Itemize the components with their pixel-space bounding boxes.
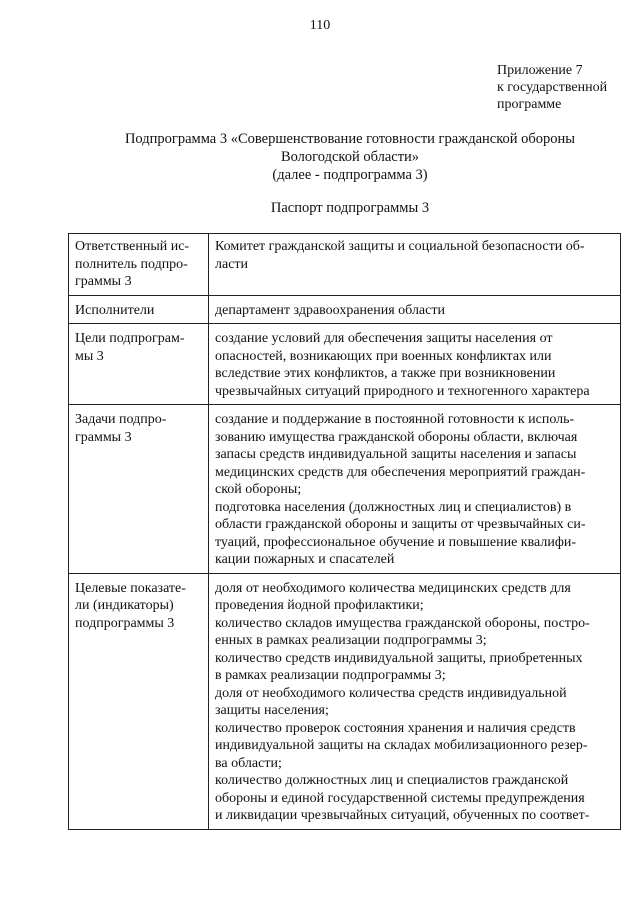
row-value-line: количество складов имущества гражданской обороны, постро-: [215, 615, 590, 631]
row-label-line: Исполнители: [75, 302, 155, 318]
row-value-cell: [209, 234, 621, 296]
row-label-line: мы 3: [75, 348, 104, 364]
appendix-line: Приложение 7: [497, 63, 583, 78]
row-label-line: Целевые показате-: [75, 580, 186, 596]
row-value-line: количество средств индивидуальной защиты, приобретенных: [215, 650, 583, 666]
row-value-line: зованию имущества гражданской обороны области, включая: [215, 429, 578, 445]
row-value-line: кации пожарных и спасателей: [215, 552, 395, 567]
table-row: [69, 324, 621, 405]
table-row: [69, 573, 621, 829]
row-value-line: запасы средств индивидуальной защиты населения и запасы: [215, 447, 577, 462]
row-value-line: департамент здравоохранения области: [215, 302, 445, 318]
row-value-cell: [209, 405, 621, 574]
row-value-line: опасностей, возникающих при военных конфликтах или: [215, 348, 552, 364]
row-value-line: создание условий для обеспечения защиты населения от: [215, 331, 553, 346]
row-value-line: проведения йодной профилактики;: [215, 598, 424, 613]
table-row: [69, 295, 621, 324]
row-value-cell: [209, 295, 621, 324]
row-label-cell: [69, 234, 209, 296]
row-value-line: доля от необходимого количества медицинских средств для: [215, 580, 571, 596]
table-row: [69, 234, 621, 296]
row-value-line: и ликвидации чрезвычайных ситуаций, обученных по соответ-: [215, 808, 590, 823]
row-value-line: создание и поддержание в постоянной готовности к исполь-: [215, 412, 575, 427]
row-label-line: Задачи подпро-: [75, 412, 167, 427]
row-value-line: ской обороны;: [215, 482, 302, 497]
appendix-line: к государственной: [497, 80, 608, 95]
title-line: Вологодской области»: [280, 149, 420, 165]
row-value-line: подготовка населения (должностных лиц и специалистов) в: [215, 499, 572, 515]
row-label-line: ли (индикаторы): [75, 598, 174, 613]
row-value-line: области гражданской обороны и защиты от чрезвычайных си-: [215, 517, 586, 532]
appendix-line: программе: [497, 97, 562, 112]
row-label-line: Ответственный ис-: [75, 239, 190, 254]
row-value-cell: [209, 324, 621, 405]
row-label-line: полнитель подпро-: [75, 256, 188, 272]
row-value-line: медицинских средств для обеспечения мероприятий граждан-: [215, 464, 586, 480]
table-body: [69, 234, 621, 830]
row-label-cell: [69, 295, 209, 324]
row-label-line: подпрограммы 3: [75, 615, 175, 631]
passport-heading: Паспорт подпрограммы 3: [270, 200, 430, 216]
title-line: Подпрограмма 3 «Совершенствование готовности гражданской обороны: [124, 131, 576, 147]
row-label-line: Цели подпрограм-: [75, 331, 185, 346]
row-value-line: вследствие этих конфликтов, а также при возникновении: [215, 366, 556, 381]
title-line: (далее - подпрограмма 3): [272, 167, 428, 183]
row-value-cell: [209, 573, 621, 829]
row-label-cell: [69, 405, 209, 574]
row-label-line: граммы 3: [75, 429, 132, 445]
row-value-line: индивидуальной защиты на складах мобилизационного резер-: [215, 738, 588, 753]
row-value-line: доля от необходимого количества средств индивидуальной: [215, 685, 567, 701]
row-value-line: защиты населения;: [215, 703, 329, 718]
row-value-line: обороны и единой государственной системы предупреждения: [215, 790, 585, 806]
page-number: 110: [309, 18, 331, 33]
row-label-line: граммы 3: [75, 274, 132, 289]
row-value-line: туаций, профессиональное обучение и повышение квалифи-: [215, 534, 577, 550]
subprogram-title: [60, 130, 640, 184]
passport-table: [68, 233, 621, 830]
row-value-line: количество должностных лиц и специалистов гражданской: [215, 773, 569, 788]
row-label-cell: [69, 573, 209, 829]
row-value-line: количество проверок состояния хранения и наличия средств: [215, 720, 576, 736]
table-row: [69, 405, 621, 574]
row-value-line: Комитет гражданской защиты и социальной безопасности об-: [215, 239, 585, 254]
appendix-note: [497, 62, 607, 113]
row-value-line: енных в рамках реализации подпрограммы 3;: [215, 633, 487, 648]
row-value-line: в рамках реализации подпрограммы 3;: [215, 668, 446, 683]
row-value-line: ласти: [215, 256, 249, 272]
row-value-line: ва области;: [215, 755, 282, 771]
row-value-line: чрезвычайных ситуаций природного и техногенного характера: [215, 383, 590, 399]
row-label-cell: [69, 324, 209, 405]
